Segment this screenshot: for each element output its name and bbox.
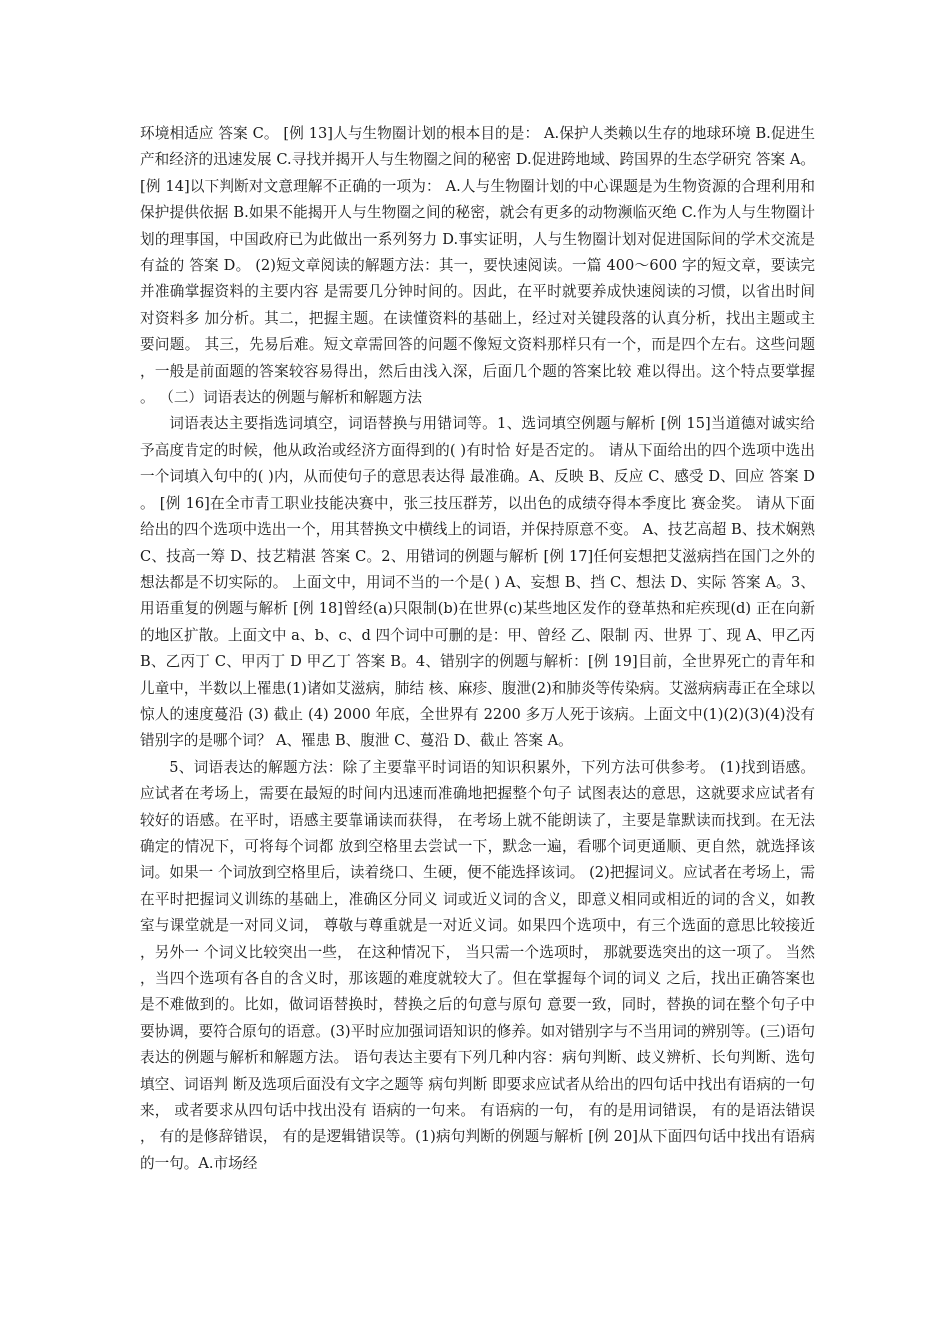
paragraph-2: 词语表达主要指选词填空，词语替换与用错词等。1、选词填空例题与解析 [例 15]当道德对诚实给予高度肯定的时候，他从政治或经济方面得到的( )有时恰 好是否定的。 请从下面给出的四个选项中选出一个词填入句中的( )内，从而使句子的意思表达得 最准确。A、反映 B、反应 C、感受 D、回应 答案 D。 [例 16]在全市青工职业技能决赛中，张三技压群芳，以出色的成绩夺得本季度比 赛金奖。 请从下面给出的四个选项中选出一个，用其替换文中横线上的词语，并保持原意不变。 A、技艺高超 B、技术娴熟 C、技高一筹 D、技艺精湛 答案 C。2、用错词的例题与解析 [例 17]任何妄想把艾滋病挡在国门之外的想法都是不切实际的。 上面文中，用词不当的一个是( ) A、妄想 B、挡 C、想法 D、实际 答案 A。3、用语重复的例题与解析 [例 18]曾经(a)只限制(b)在世界(c)某些地区发作的登革热和疟疾现(d) 正在向新的地区扩散。上面文中 a、b、c、d 四个词中可删的是：甲、曾经 乙、限制 丙、世界 丁、现 A、甲乙丙 B、乙丙丁 C、甲丙丁 D 甲乙丁 答案 B。4、错别字的例题与解析：[例 19]目前，全世界死亡的青年和儿童中，半数以上罹患(1)诸如艾滋病，肺结 核、麻疹、腹泄(2)和肺炎等传染病。艾滋病病毒正在全球以惊人的速度蔓沿 (3) 截止 (4) 2000 年底，全世界有 2200 多万人死于该病。上面文中(1)(2)(3)(4)没有错别字的是哪个词？ A、罹患 B、腹泄 C、蔓沿 D、截止 答案 A。 [140,415,815,750]
paragraph-1: 环境相适应 答案 C。 [例 13]人与生物圈计划的根本目的是： A.保护人类赖以生存的地球环境 B.促进生产和经济的迅速发展 C.寻找并揭开人与生物圈之间的秘密 D.促进跨地域、跨国界的生态学研究 答案 A。 [例 14]以下判断对文意理解不正确的一项为： A.人与生物圈计划的中心课题是为生物资源的合理利用和保护提供依据 B.如果不能揭开人与生物圈之间的秘密，就会有更多的动物濒临灭绝 C.作为人与生物圈计划的理事国，中国政府已为此做出一系列努力 D.事实证明，人与生物圈计划对促进国际间的学术交流是有益的 答案 D。 (2)短文章阅读的解题方法：其一，要快速阅读。一篇 400～600 字的短文章，要读完并准确掌握资料的主要内容 是需要几分钟时间的。因此，在平时就要养成快速阅读的习惯，以省出时间对资料多 加分析。其二，把握主题。在读懂资料的基础上，经过对关键段落的认真分析，找出主题或主 要问题。 其三，先易后难。短文章需回答的问题不像短文资料那样只有一个，而是四个左右。这些问题，一般是前面题的答案较容易得出，然后由浅入深，后面几个题的答案比较 难以得出。这个特点要掌握。 （二）词语表达的例题与解析和解题方法 [140,125,815,407]
document-body [140,121,815,1177]
paragraph-3: 5、词语表达的解题方法：除了主要靠平时词语的知识积累外，下列方法可供参考。 (1)找到语感。应试者在考场上，需要在最短的时间内迅速而准确地把握整个句子 试图表达的意思，这就要求应试者有较好的语感。在平时，语感主要靠诵读而获得， 在考场上就不能朗读了，主要是靠默读而找到。在无法确定的情况下，可将每个词都 放到空格里去尝试一下，默念一遍，看哪个词更通顺、更自然，就选择该词。如果一 个词放到空格里后，读着绕口、生硬，便不能选择该词。 (2)把握词义。应试者在考场上，需在平时把握词义训练的基础上，准确区分同义 词或近义词的含义，即意义相同或相近的词的含义，如教室与课堂就是一对同义词， 尊敬与尊重就是一对近义词。如果四个选项中，有三个选面的意思比较接近，另外一 个词义比较突出一些， 在这种情况下， 当只需一个选项时， 那就要选突出的这一项了。 当然，当四个选项有各自的含义时，那该题的难度就较大了。但在掌握每个词的词义 之后，找出正确答案也是不难做到的。比如，做词语替换时，替换之后的句意与原句 意要一致，同时，替换的词在整个句子中要协调，要符合原句的语意。(3)平时应加强词语知识的修养。如对错别字与不当用词的辨别等。(三)语句表达的例题与解析和解题方法。 语句表达主要有下列几种内容：病句判断、歧义辨析、长句判断、选句填空、词语判 断及选项后面没有文字之题等 病句判断 即要求应试者从给出的四句话中找出有语病的一句来， 或者要求从四句话中找出没有 语病的一句来。 有语病的一句， 有的是用词错误， 有的是语法错误， 有的是修辞错误， 有的是逻辑错误等。(1)病句判断的例题与解析 [例 20]从下面四句话中找出有语病的一句。A.市场经 [140,758,815,1172]
